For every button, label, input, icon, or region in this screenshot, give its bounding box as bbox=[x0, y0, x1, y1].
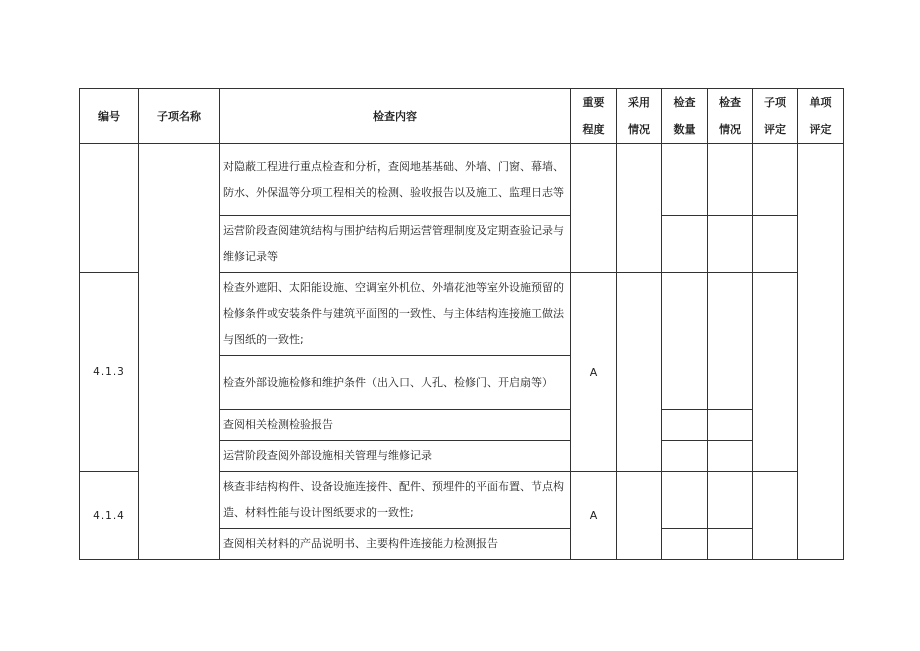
header-status-line1: 检查 bbox=[719, 96, 741, 109]
inspection-content-cell: 查阅相关材料的产品说明书、主要构件连接能力检测报告 bbox=[220, 529, 571, 560]
header-adoption-line1: 采用 bbox=[628, 96, 650, 109]
adoption-cell[interactable] bbox=[617, 472, 662, 560]
adoption-cell[interactable] bbox=[617, 273, 662, 472]
inspection-quantity-cell[interactable] bbox=[662, 472, 708, 529]
inspection-quantity-cell[interactable] bbox=[662, 273, 708, 410]
header-inspection-content: 检查内容 bbox=[220, 89, 571, 144]
inspection-table bbox=[79, 88, 844, 560]
importance-cell bbox=[571, 144, 617, 273]
header-sub-rating-line1: 子项 bbox=[764, 96, 786, 109]
inspection-status-cell[interactable] bbox=[708, 441, 753, 472]
inspection-content-cell: 查阅相关检测检验报告 bbox=[220, 410, 571, 441]
header-inspection-quantity bbox=[662, 89, 708, 144]
importance-cell: A bbox=[571, 472, 617, 560]
header-single-rating-line1: 单项 bbox=[809, 96, 832, 109]
adoption-cell bbox=[617, 144, 662, 273]
sub-item-rating-cell[interactable] bbox=[753, 273, 798, 472]
inspection-content-cell: 对隐蔽工程进行重点检查和分析，查阅地基基础、外墙、门窗、幕墙、防水、外保温等分项工程相关的检测、验收报告以及施工、监理日志等 bbox=[220, 144, 571, 216]
sub-item-rating-cell[interactable] bbox=[753, 472, 798, 560]
single-item-rating-cell[interactable] bbox=[798, 144, 844, 560]
inspection-status-cell[interactable] bbox=[708, 144, 753, 216]
inspection-content-cell: 核查非结构构件、设备设施连接件、配件、预埋件的平面布置、节点构造、材料性能与设计图纸要求的一致性; bbox=[220, 472, 571, 529]
header-status-line2: 情况 bbox=[719, 123, 741, 136]
header-sub-item-name: 子项名称 bbox=[139, 89, 220, 144]
importance-cell: A bbox=[571, 273, 617, 472]
header-importance bbox=[571, 89, 617, 144]
inspection-status-cell[interactable] bbox=[708, 472, 753, 529]
inspection-content-cell: 检查外遮阳、太阳能设施、空调室外机位、外墙花池等室外设施预留的检修条件或安装条件与建筑平面图的一致性、与主体结构连接施工做法与图纸的一致性; bbox=[220, 273, 571, 356]
inspection-quantity-cell[interactable] bbox=[662, 441, 708, 472]
sub-item-name-cell bbox=[139, 144, 220, 560]
header-quantity-line2: 数量 bbox=[673, 123, 696, 136]
header-sub-item-rating bbox=[753, 89, 798, 144]
inspection-quantity-cell[interactable] bbox=[662, 529, 708, 560]
header-inspection-status bbox=[708, 89, 753, 144]
inspection-status-cell[interactable] bbox=[708, 529, 753, 560]
number-cell: 4.1.4 bbox=[80, 472, 139, 560]
sub-item-rating-cell[interactable] bbox=[753, 216, 798, 273]
header-number: 编号 bbox=[80, 89, 139, 144]
number-cell: 4.1.3 bbox=[80, 273, 139, 472]
header-importance-line1: 重要 bbox=[582, 96, 605, 109]
header-single-item-rating bbox=[798, 89, 844, 144]
header-quantity-line1: 检查 bbox=[673, 96, 696, 109]
inspection-quantity-cell[interactable] bbox=[662, 410, 708, 441]
table-row bbox=[80, 144, 844, 216]
inspection-content-cell: 运营阶段查阅建筑结构与围护结构后期运营管理制度及定期查验记录与维修记录等 bbox=[220, 216, 571, 273]
inspection-quantity-cell[interactable] bbox=[662, 216, 708, 273]
inspection-content-cell: 检查外部设施检修和维护条件（出入口、人孔、检修门、开启扇等） bbox=[220, 356, 571, 410]
header-importance-line2: 程度 bbox=[582, 123, 605, 136]
sub-item-rating-cell[interactable] bbox=[753, 144, 798, 216]
inspection-status-cell[interactable] bbox=[708, 410, 753, 441]
header-adoption bbox=[617, 89, 662, 144]
header-sub-rating-line2: 评定 bbox=[764, 123, 786, 136]
header-single-rating-line2: 评定 bbox=[809, 123, 832, 136]
number-cell bbox=[80, 144, 139, 273]
inspection-content-cell: 运营阶段查阅外部设施相关管理与维修记录 bbox=[220, 441, 571, 472]
header-row bbox=[80, 89, 844, 144]
header-adoption-line2: 情况 bbox=[628, 123, 650, 136]
inspection-status-cell[interactable] bbox=[708, 273, 753, 410]
inspection-status-cell[interactable] bbox=[708, 216, 753, 273]
inspection-quantity-cell[interactable] bbox=[662, 144, 708, 216]
